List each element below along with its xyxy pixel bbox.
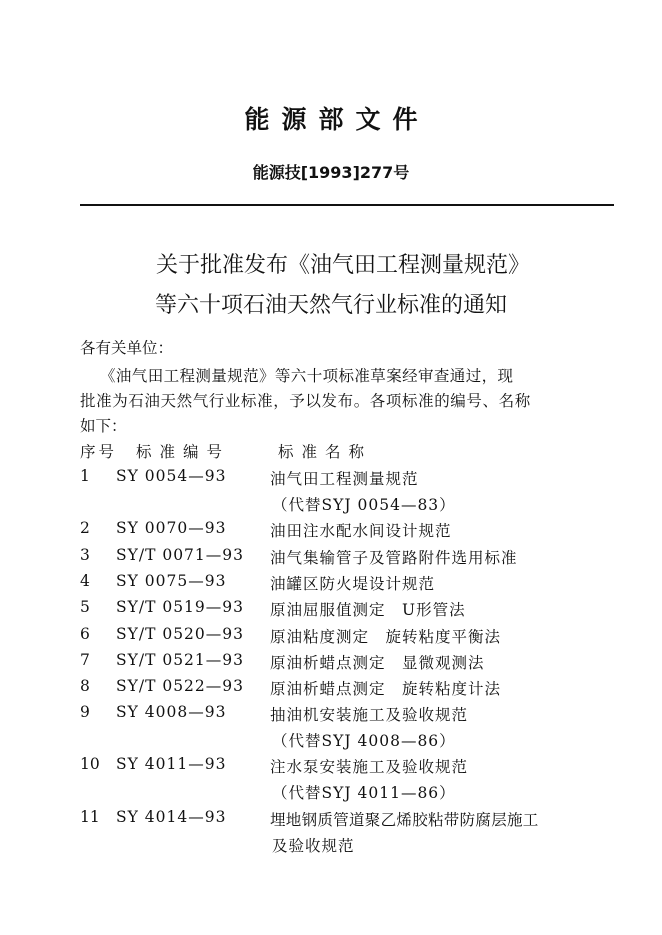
column-header-name: 标准名称 <box>278 443 373 461</box>
row-number: 3 <box>80 546 90 564</box>
body-text-line-2: 批准为石油天然气行业标准，予以发布。各项标准的编号、名称 <box>80 392 531 410</box>
row-number: 9 <box>80 703 90 721</box>
standard-name: 原油析蜡点测定 旋转粘度计法 <box>270 680 502 698</box>
standard-code: SY 4011—93 <box>116 755 227 773</box>
standard-name: 注水泵安装施工及验收规范 <box>270 758 469 776</box>
standard-name: 油气集输管子及管路附件选用标准 <box>270 549 518 567</box>
standard-replacement-note: （代替SYJ 0054—83） <box>272 496 456 514</box>
body-text-line-1: 《油气田工程测量规范》等六十项标准草案经审查通过，现 <box>100 367 514 385</box>
standard-code: SY/T 0520—93 <box>116 625 245 643</box>
row-number: 7 <box>80 651 90 669</box>
document-header-title: 能源部文件 <box>244 105 430 134</box>
document-number: 能源技[1993]277号 <box>252 163 410 182</box>
standard-code: SY/T 0071—93 <box>116 546 245 564</box>
standard-code: SY/T 0521—93 <box>116 651 245 669</box>
standard-code: SY 0070—93 <box>116 519 227 537</box>
standard-code: SY/T 0522—93 <box>116 677 245 695</box>
standard-replacement-note: （代替SYJ 4011—86） <box>272 784 456 802</box>
row-number: 1 <box>80 467 90 485</box>
salutation: 各有关单位： <box>80 339 174 357</box>
body-text-line-3: 如下： <box>80 417 127 435</box>
row-number: 10 <box>80 755 100 773</box>
standard-code: SY 0054—93 <box>116 467 227 485</box>
column-header-code: 标准编号 <box>136 443 231 461</box>
row-number: 2 <box>80 519 90 537</box>
row-number: 4 <box>80 572 90 590</box>
standard-replacement-note: （代替SYJ 4008—86） <box>272 732 456 750</box>
standard-code: SY 0075—93 <box>116 572 227 590</box>
row-number: 5 <box>80 598 90 616</box>
standard-name: 抽油机安装施工及验收规范 <box>270 706 469 724</box>
standard-name: 原油析蜡点测定 显微观测法 <box>270 654 485 672</box>
row-number: 11 <box>80 808 100 826</box>
notice-title-line-1: 关于批准发布《油气田工程测量规范》 <box>155 253 530 278</box>
standard-name: 油田注水配水间设计规范 <box>270 522 452 540</box>
standard-code: SY 4008—93 <box>116 703 227 721</box>
row-number: 8 <box>80 677 90 695</box>
standard-name: 原油粘度测定 旋转粘度平衡法 <box>270 628 502 646</box>
standard-name: 油气田工程测量规范 <box>270 470 419 488</box>
column-header-no: 序号 <box>80 443 118 461</box>
standard-name: 埋地钢质管道聚乙烯胶粘带防腐层施工 <box>270 811 539 829</box>
standard-name: 原油屈服值测定 U形管法 <box>270 601 466 619</box>
standard-name-continuation: 及验收规范 <box>272 837 355 855</box>
standard-name: 油罐区防火堤设计规范 <box>270 575 436 593</box>
notice-title-line-2: 等六十项石油天然气行业标准的通知 <box>154 293 507 318</box>
row-number: 6 <box>80 625 90 643</box>
standard-code: SY 4014—93 <box>116 808 227 826</box>
header-divider <box>80 204 614 206</box>
standard-code: SY/T 0519—93 <box>116 598 245 616</box>
